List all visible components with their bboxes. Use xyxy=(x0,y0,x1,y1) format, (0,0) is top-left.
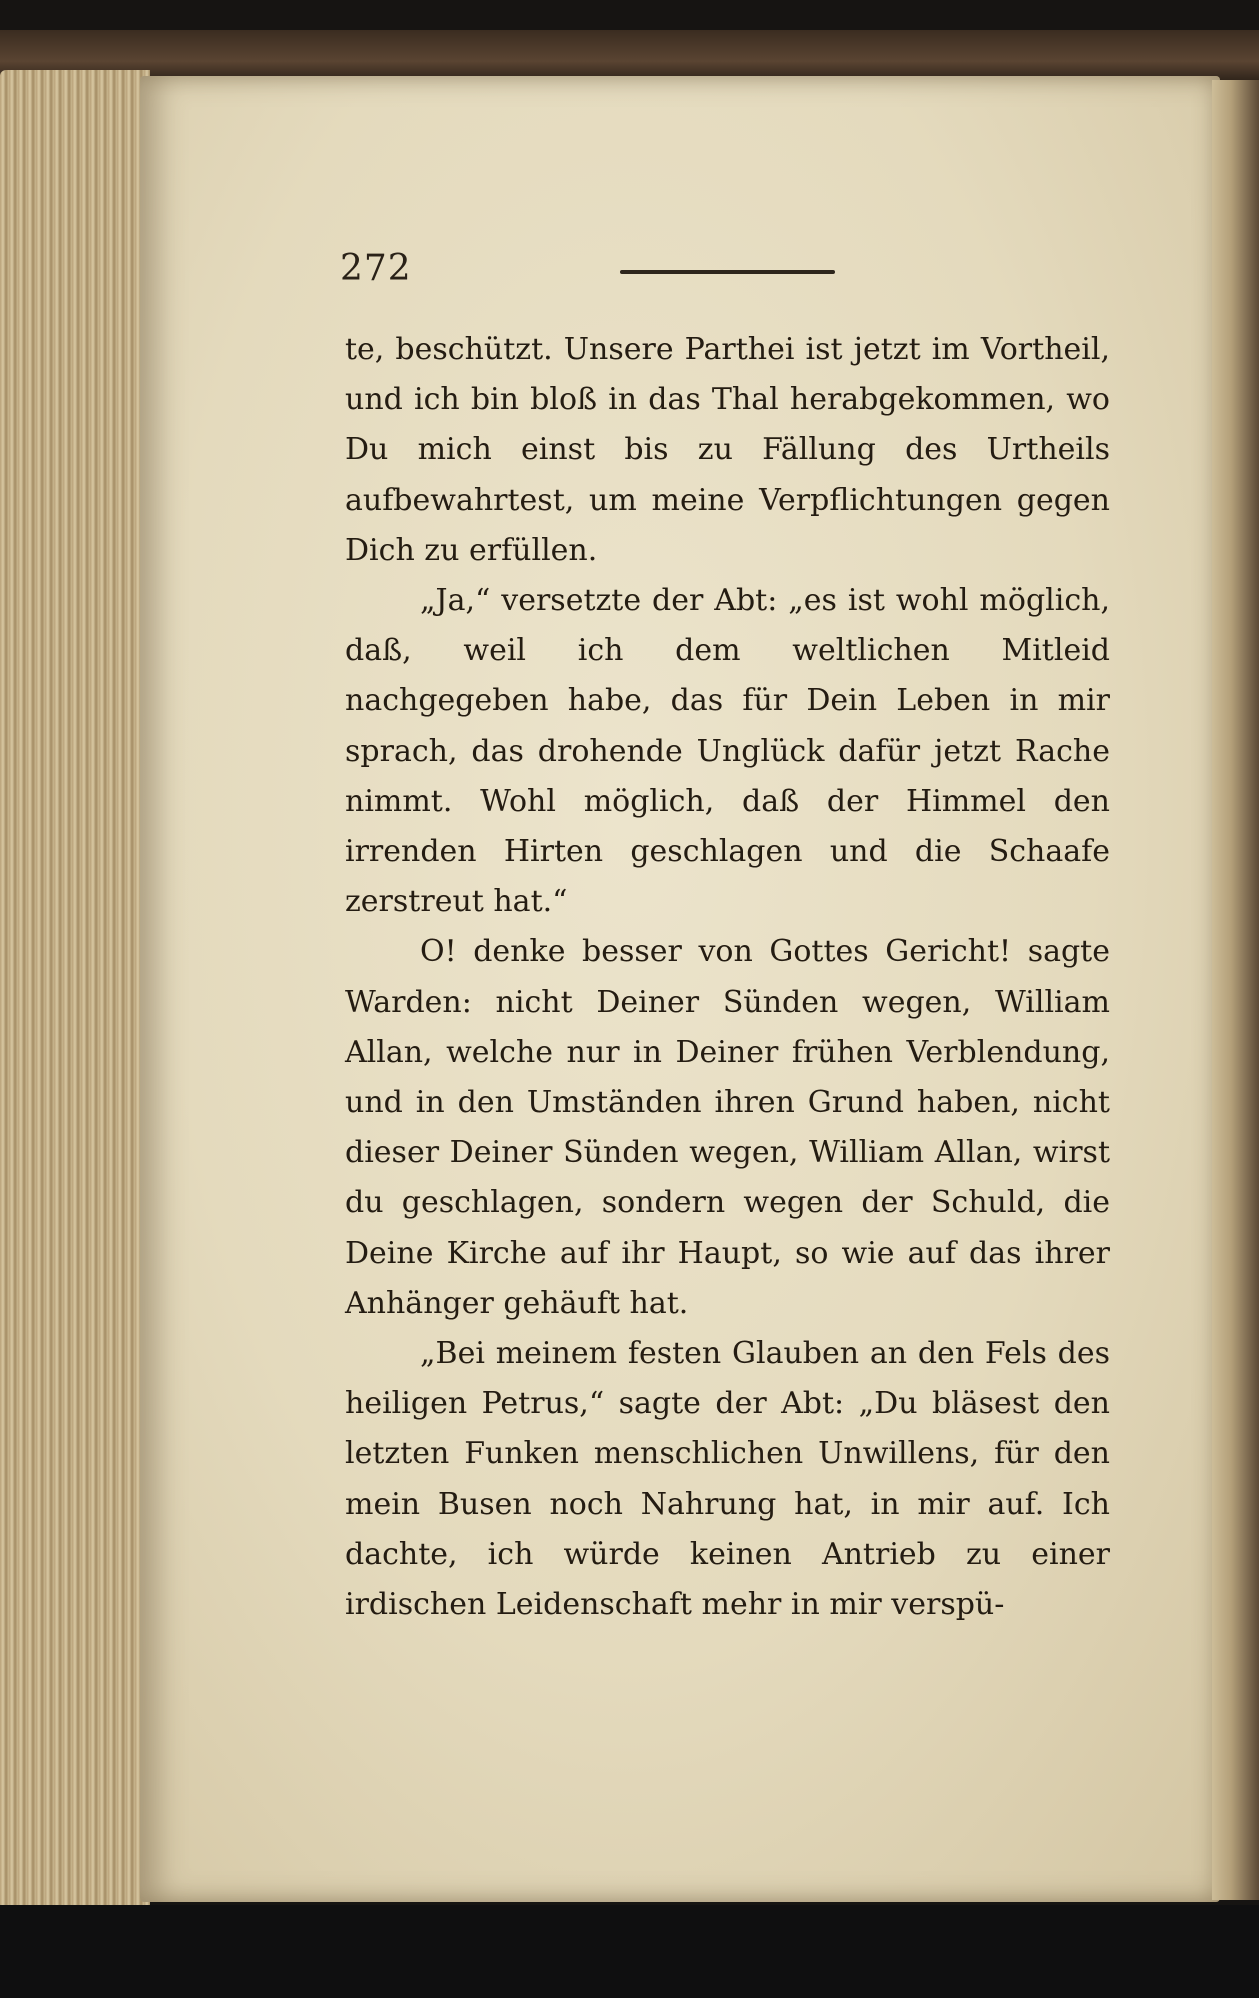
page-number: 272 xyxy=(340,248,412,289)
paragraph: O! denke besser von Gottes Gericht! sagte Warden: nicht Deiner Sünden wegen, William Allan, welche nur in Deiner frühen Verblendung, und in den Umständen ihren Grund haben, nicht dieser Deiner Sünden wegen, William Allan, wirst du geschlagen, sondern wegen der Schuld, die Deine Kirche auf ihr Haupt, so wie auf das ihrer Anhänger gehäuft hat. xyxy=(345,934,1110,1321)
book-cover-top-edge xyxy=(0,30,1259,82)
book-gutter-edge xyxy=(1212,80,1259,1900)
paragraph: „Bei meinem festen Glauben an den Fels des heiligen Petrus,“ sagte der Abt: „Du bläsest den letzten Funken menschlichen Unwillens, für den mein Busen noch Nahrung hat, in mir auf. Ich dachte, ich würde keinen Antrieb zu einer irdischen Leidenschaft mehr in mir verspü- xyxy=(345,1336,1110,1623)
page-body xyxy=(345,325,1110,1630)
paragraph: te, beschützt. Unsere Parthei ist jetzt im Vortheil, und ich bin bloß in das Thal herabgekommen, wo Du mich einst bis zu Fällung des Urtheils aufbewahrtest, um meine Verpflichtungen gegen Dich zu erfüllen. xyxy=(345,332,1110,568)
header-rule xyxy=(620,270,835,274)
paragraph: „Ja,“ versetzte der Abt: „es ist wohl möglich, daß, weil ich dem weltlichen Mitleid nachgegeben habe, das für Dein Leben in mir sprach, das drohende Unglück dafür jetzt Rache nimmt. Wohl möglich, daß der Himmel den irrenden Hirten geschlagen und die Schaafe zerstreut hat.“ xyxy=(345,583,1110,920)
page-header xyxy=(340,248,840,288)
scan-background-bottom xyxy=(0,1905,1259,1998)
page-stack-edge xyxy=(0,70,150,1910)
